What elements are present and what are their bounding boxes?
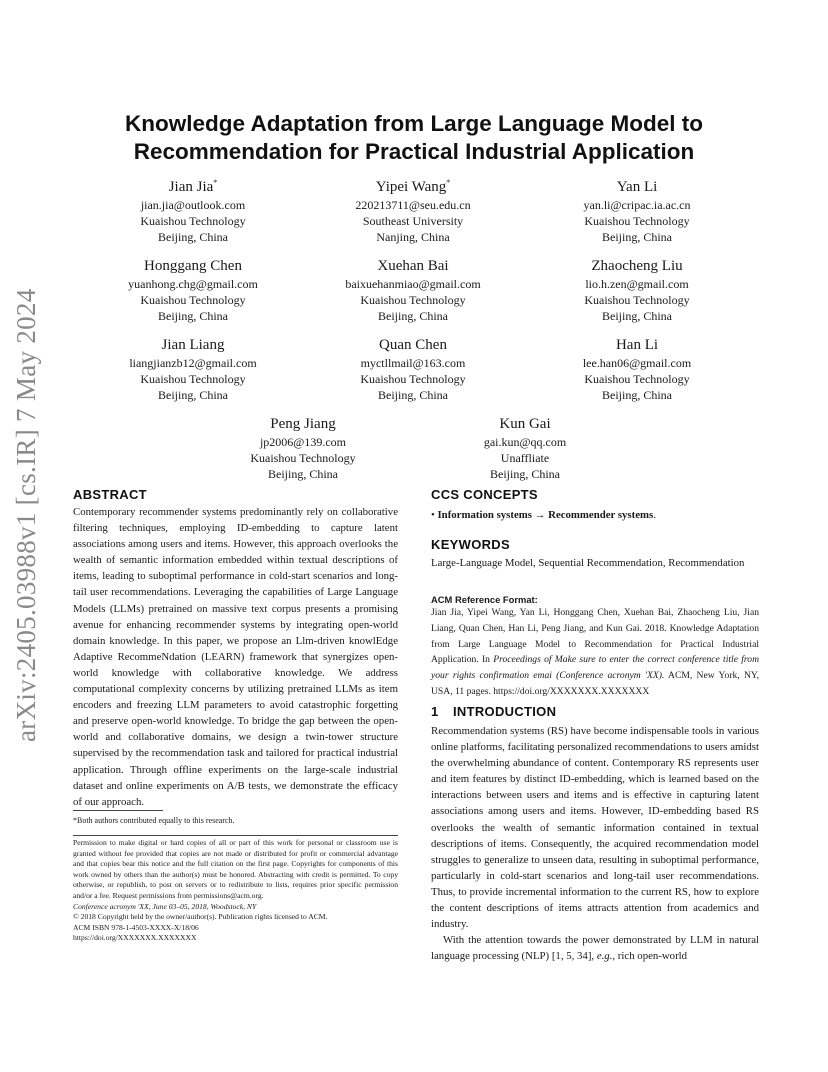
author-affiliation: Kuaishou Technology [584, 214, 690, 229]
section-number: 1 [431, 704, 439, 719]
author-location: Beijing, China [602, 309, 672, 324]
author-mark: * [446, 178, 451, 187]
author-block [522, 331, 752, 404]
arxiv-stamp: arXiv:2405.03988v1 [cs.IR] 7 May 2024 [11, 288, 41, 742]
author-block [522, 252, 752, 325]
author-location: Beijing, China [602, 388, 672, 403]
intro-p2-start: With the attention towards the power demonstrated by LLM in natural language processing (NLP) [1, 5, 34], [431, 934, 759, 963]
author-affiliation: Unaffliate [500, 451, 550, 466]
author-affiliation: Kuaishou Technology [140, 293, 246, 308]
author-name-text: Jian Jia [168, 179, 214, 195]
author-location: Nanjing, China [376, 230, 450, 245]
conference-line: Conference acronym 'XX, June 03–05, 2018, Woodstock, NY [73, 901, 257, 911]
introduction-body [431, 723, 759, 964]
footnote-rule [73, 810, 163, 811]
keywords-text: Large-Language Model, Sequential Recommendation, Recommendation [431, 557, 745, 569]
author-name [522, 173, 752, 197]
author-name-text: Peng Jiang [270, 416, 336, 432]
author-location: Beijing, China [158, 388, 228, 403]
author-affiliation: Kuaishou Technology [250, 451, 356, 466]
author-email[interactable]: myctllmail@163.com [360, 356, 466, 370]
copyright-line: © 2018 Copyright held by the owner/author(s). Publication rights licensed to ACM. [73, 912, 328, 922]
keywords-heading: KEYWORDS [431, 537, 510, 552]
author-block [298, 331, 528, 404]
author-name [298, 331, 528, 355]
author-mark: * [213, 178, 218, 187]
author-location: Beijing, China [602, 230, 672, 245]
author-name-text: Zhaocheng Liu [591, 258, 683, 274]
author-name-text: Honggang Chen [144, 258, 242, 274]
author-email[interactable]: jian.jia@outlook.com [140, 198, 246, 212]
equal-contribution-footnote: *Both authors contributed equally to this research. [73, 816, 235, 825]
author-email[interactable]: yan.li@cripac.ia.ac.cn [583, 198, 691, 212]
author-location: Beijing, China [378, 388, 448, 403]
author-block [188, 410, 418, 483]
author-email[interactable]: 220213711@seu.edu.cn [355, 198, 471, 212]
author-block [410, 410, 640, 483]
author-name [298, 252, 528, 276]
author-affiliation: Kuaishou Technology [584, 293, 690, 308]
author-email[interactable]: baixuehanmiao@gmail.com [345, 277, 481, 291]
author-name [298, 173, 528, 197]
ccs-subconcept: Recommender systems [548, 509, 654, 521]
author-name-text: Kun Gai [499, 416, 551, 432]
author-email[interactable]: gai.kun@qq.com [483, 435, 567, 449]
author-name [78, 173, 308, 197]
author-email[interactable]: yuanhong.chg@gmail.com [128, 277, 258, 291]
author-name-text: Xuehan Bai [377, 258, 449, 274]
author-block [78, 331, 308, 404]
abstract-text: Contemporary recommender systems predominantly rely on collaborative filtering techniques, employing ID-embedding to capture latent associations among users and items. However, this approach overlooks the wealth of semantic information embedded within textual descriptions of items, leading to suboptimal performance in cold-start scenarios and long-tail user recommendations. Leveraging the capabilities of Large Language Models (LLMs) pretrained on massive text corpus presents a promising avenue for enhancing recommender systems by integrating open-world domain knowledge. In this paper, we propose an Llm-driven knowlEdge Adaptive RecommeNdation (LEARN) framework that synergizes open-world knowledge with collaborative knowledge. We address computational complexity concerns by utilizing pretrained LLMs as item encoders and freezing LLM parameters to avoid catastrophic forgetting and preserve open-world knowledge. To bridge the gap between the open-world and collaborative domains, we design a twin-tower structure supervised by the recommendation task and tailored for practical industrial application. Through offline experiments on the large-scale industrial dataset and online experiments on A/B tests, we demonstrate the efficacy of our approach. [73, 506, 398, 808]
doi-line[interactable]: https://doi.org/XXXXXXX.XXXXXXX [73, 933, 197, 943]
ccs-concepts [431, 508, 759, 523]
ccs-arrow: → [534, 509, 546, 521]
author-name-text: Yan Li [616, 179, 658, 195]
author-name [78, 252, 308, 276]
intro-p2-eg: e.g. [596, 950, 613, 963]
reference-venue: Proceedings of Make sure to enter the correct conference title from your rights confirmation emai (Conference acronym 'XX). [431, 654, 760, 682]
author-name-text: Jian Liang [161, 337, 225, 353]
introduction-heading [431, 704, 556, 719]
author-location: Beijing, China [490, 467, 560, 482]
author-name [522, 331, 752, 355]
paper-title [60, 110, 768, 166]
author-name [522, 252, 752, 276]
author-email[interactable]: liangjianzb12@gmail.com [129, 356, 257, 370]
permission-text: Permission to make digital or hard copies of all or part of this work for personal or classroom use is granted without fee provided that copies are not made or distributed for profit or commercial advantage and that copies bear this notice and the full citation on the first page. Copyrights for components of this work owned by others than the author(s) must be honored. Abstracting with credit is permitted. To copy otherwise, or republish, to post on servers or to redistribute to lists, requires prior specific permission and/or a fee. Request permissions from permissions@acm.org. [73, 838, 398, 900]
author-affiliation: Southeast University [362, 214, 464, 229]
author-name-text: Han Li [615, 337, 659, 353]
author-block [78, 173, 308, 246]
author-name [410, 410, 640, 434]
author-location: Beijing, China [158, 309, 228, 324]
abstract-heading: ABSTRACT [73, 487, 147, 502]
author-affiliation: Kuaishou Technology [140, 372, 246, 387]
author-block [78, 252, 308, 325]
section-title: INTRODUCTION [453, 704, 557, 719]
author-block [298, 252, 528, 325]
ccs-end: . [653, 509, 656, 521]
isbn-line: ACM ISBN 978-1-4503-XXXX-X/18/06 [73, 922, 199, 932]
author-name [188, 410, 418, 434]
reference-format-heading: ACM Reference Format: [431, 594, 538, 605]
author-name-text: Yipei Wang [375, 179, 447, 195]
reference-format-text [431, 605, 759, 700]
author-location: Beijing, China [378, 309, 448, 324]
author-affiliation: Kuaishou Technology [140, 214, 246, 229]
author-name [78, 331, 308, 355]
author-affiliation: Kuaishou Technology [360, 372, 466, 387]
author-email[interactable]: lio.h.zen@gmail.com [585, 277, 689, 291]
permission-block [73, 838, 398, 944]
ccs-bullet: • [431, 509, 435, 521]
reference-tail: ACM, New York, NY, USA, 11 pages. https://doi.org/XXXXXXX.XXXXXXX [431, 670, 759, 697]
intro-paragraph-1: Recommendation systems (RS) have become indispensable tools in various online platforms, facilitating personalized recommendations to users amidst the overwhelming abundance of content. Contemporary RS represents user and item features by distinct ID-embedding, which is learned based on the interactions between users and items and is effective in capturing latent associations among users and items. However, ID-embedding based RS overlooks the wealth of semantic information contained in textual descriptions of items. Consequently, the acquired recommendation model struggles to generalize to unseen data, resulting in suboptimal performance, particularly in cold-start scenarios and long-tail user recommendations. Thus, to provide incremental information to the current RS, how to explore the content descriptions of items attracts attention from academics and industry. [431, 725, 759, 931]
author-location: Beijing, China [268, 467, 338, 482]
author-email[interactable]: jp2006@139.com [259, 435, 347, 449]
author-affiliation: Kuaishou Technology [360, 293, 466, 308]
reference-citation: Jian Jia, Yipei Wang, Yan Li, Honggang Chen, Xuehan Bai, Zhaocheng Liu, Jian Liang, Quan Chen, Han Li, Peng Jiang, and Kun Gai. 2018. Knowledge Adaptation from Large Language Model to Recommendation for Practical Industrial Application. In [431, 607, 759, 666]
title-line-2: Recommendation for Practical Industrial Application [133, 139, 695, 164]
author-email[interactable]: lee.han06@gmail.com [582, 356, 692, 370]
author-name-text: Quan Chen [379, 337, 447, 353]
permission-rule [73, 835, 398, 836]
title-line-1: Knowledge Adaptation from Large Language Model to [125, 111, 703, 136]
intro-paragraph-2 [431, 932, 759, 964]
author-block [522, 173, 752, 246]
author-block [298, 173, 528, 246]
author-location: Beijing, China [158, 230, 228, 245]
ccs-heading: CCS CONCEPTS [431, 487, 538, 502]
ccs-concept: Information systems [437, 509, 532, 521]
intro-p2-end: , rich open-world [612, 950, 688, 963]
author-affiliation: Kuaishou Technology [584, 372, 690, 387]
